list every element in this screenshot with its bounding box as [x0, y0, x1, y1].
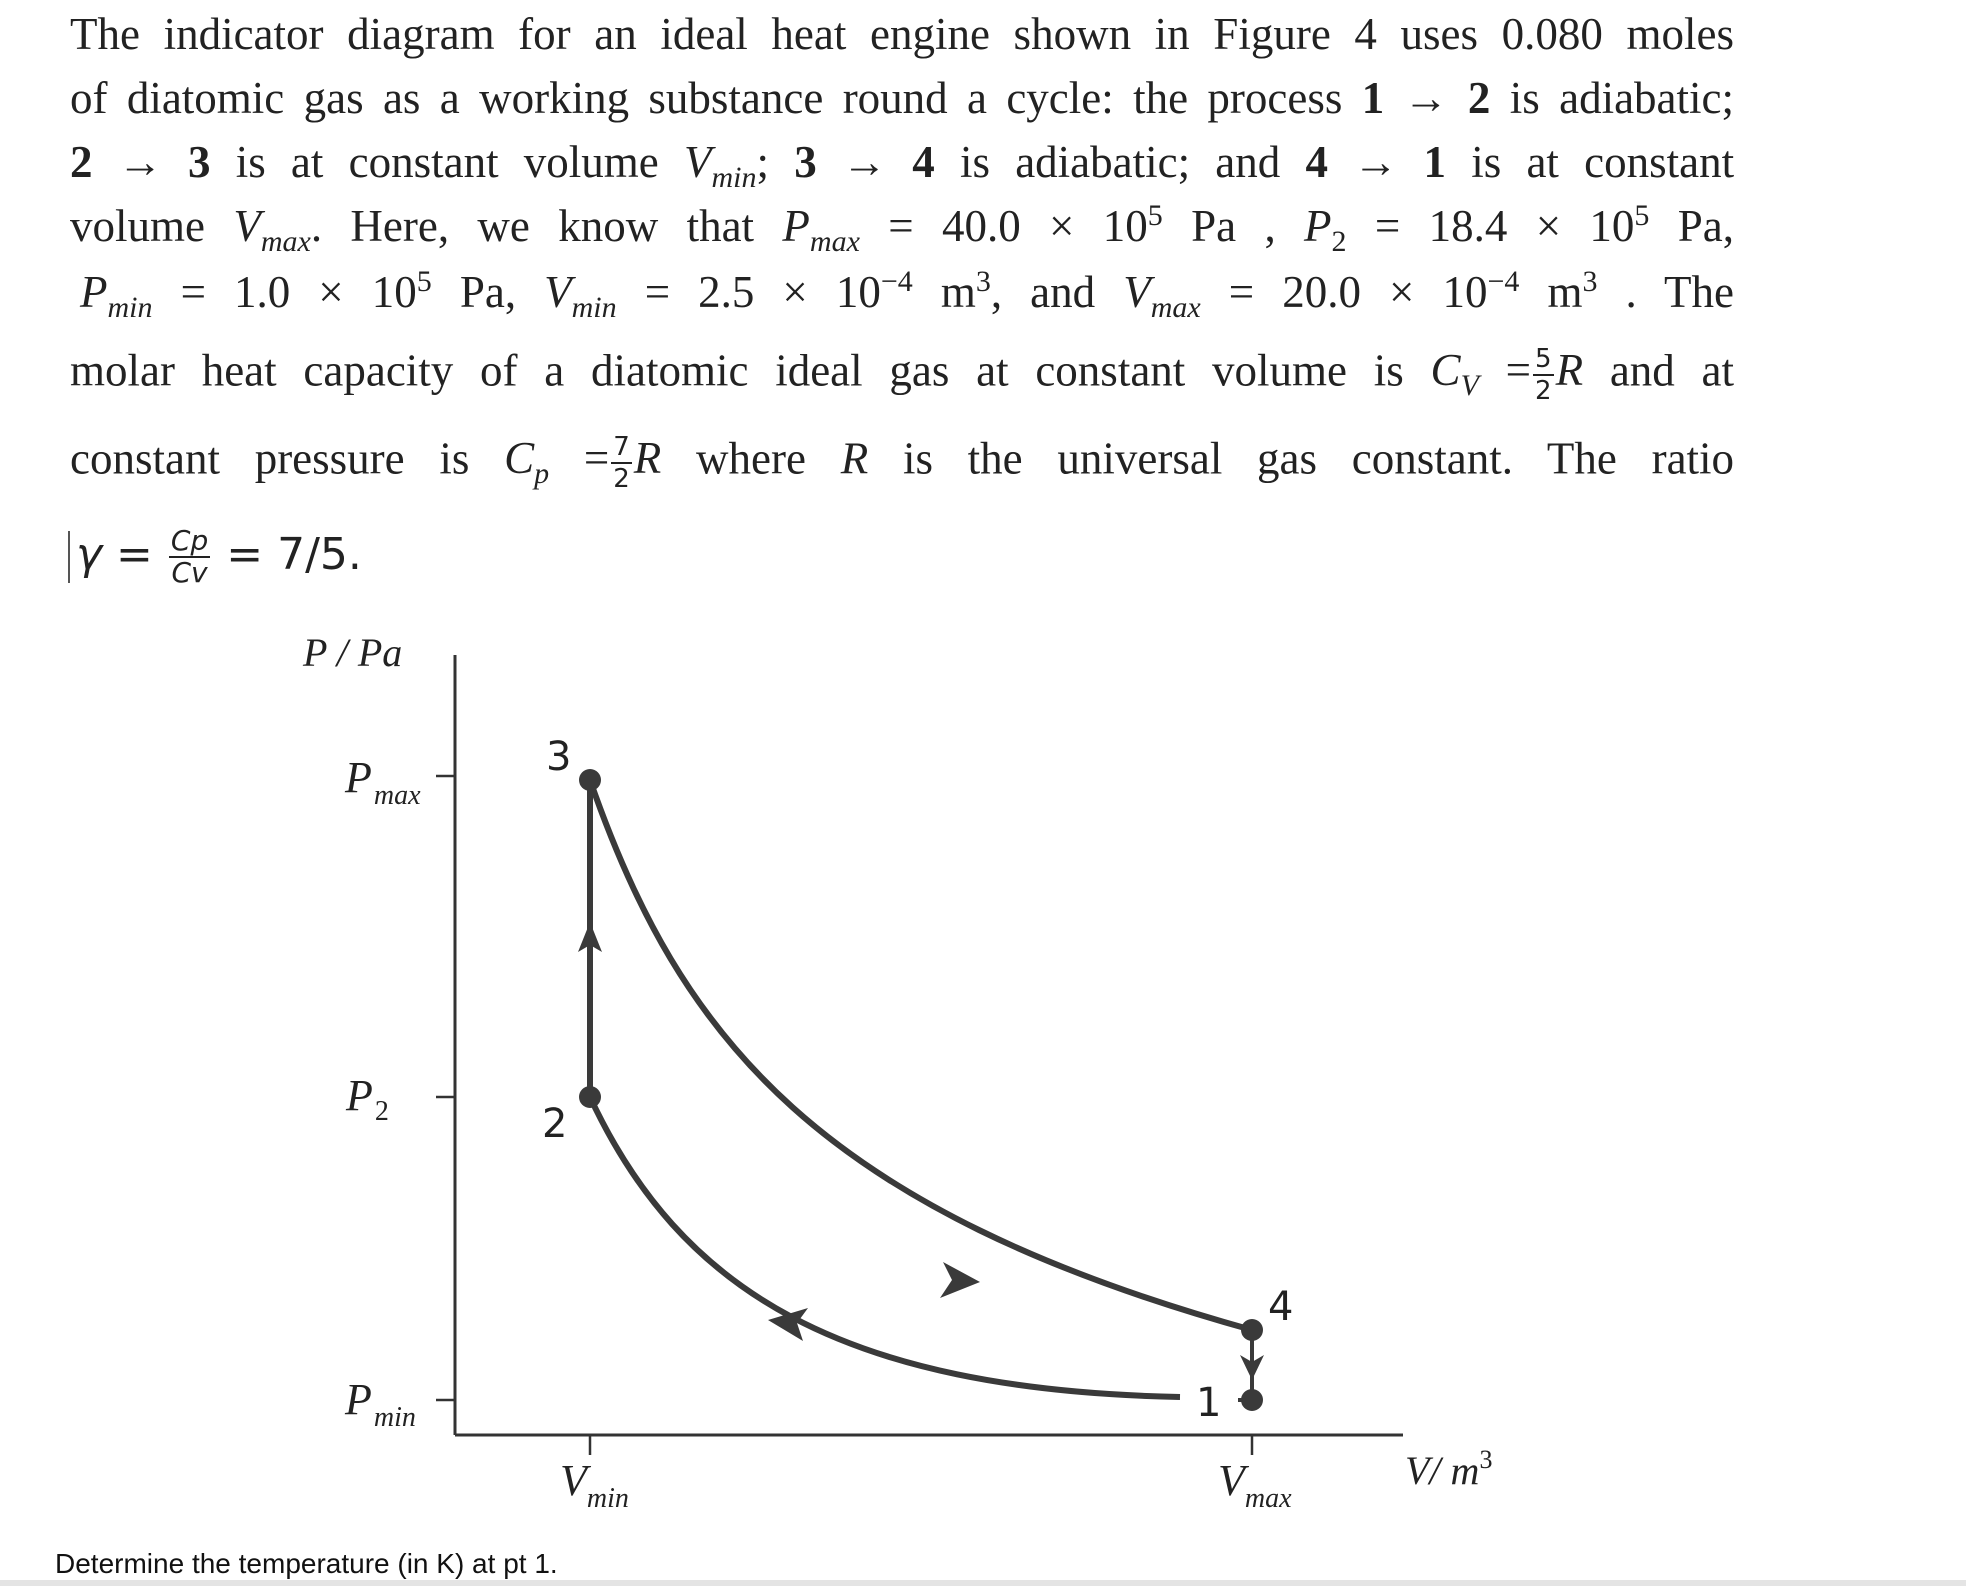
- math-vmin-value: $V_{min} = 2.5 \times 10^{-4}$ $m^3$, and: [544, 265, 1096, 324]
- problem-text: is at constant volume: [235, 137, 659, 187]
- math-vmin: $V_{min}$;: [684, 137, 770, 194]
- y-axis-label: P / Pa: [303, 630, 403, 675]
- math-vmax-value: $V_{max} = 20.0 \times 10^{-4}$ $m^3$ .: [1123, 265, 1637, 324]
- point-label-4: 4: [1268, 1284, 1294, 1330]
- adiabat-3-4: [590, 780, 1252, 1330]
- label-vmin: $V_{min}$: [560, 1456, 629, 1514]
- math-p2: $P_2 = 18.4 \times 10^5$ Pa,: [1304, 199, 1735, 258]
- process-label: 2 → 3: [70, 137, 211, 187]
- problem-text: where: [696, 433, 806, 484]
- math-pmin: $P_{min} = 1.0 \times 10^5$ Pa,: [80, 265, 517, 324]
- math-vmax: $V_{max}$: [233, 201, 311, 258]
- process-label: 1 → 2: [1361, 73, 1491, 123]
- state-point-4: [1241, 1319, 1263, 1341]
- problem-text: The: [1664, 267, 1734, 317]
- math-pmax: $P_{max} = 40.0 \times 10^5$ Pa ,: [782, 199, 1276, 258]
- adiabat-1-2: [590, 1097, 1180, 1397]
- problem-text: is adiabatic; and: [959, 137, 1281, 187]
- math-r: R: [840, 433, 869, 484]
- bottom-divider: [0, 1580, 1966, 1586]
- problem-text: is at constant: [1471, 137, 1735, 187]
- gamma-value: = 7/5.: [226, 529, 362, 580]
- state-point-3: [579, 769, 601, 791]
- label-p2: $P_2$: [346, 1071, 389, 1127]
- problem-text: molar heat capacity of a diatomic ideal gas at constant volume is: [70, 345, 1404, 396]
- arrow-right-icon: [940, 1262, 980, 1298]
- math-cv: $C_V$ = $\frac{5}{2}$ R: [1430, 344, 1584, 406]
- label-pmax: $P_{max}$: [345, 753, 421, 811]
- question-text: Determine the temperature (in K) at pt 1.: [55, 1548, 558, 1579]
- state-point-2: [579, 1086, 601, 1108]
- problem-text: The indicator diagram for an ideal heat engine shown in Figure 4 uses 0.080 moles: [70, 9, 1734, 59]
- problem-text: and at: [1609, 345, 1735, 396]
- problem-text: volume: [70, 201, 205, 251]
- process-label: 4 → 1: [1305, 137, 1446, 187]
- problem-text: is the universal gas constant.: [902, 433, 1513, 484]
- state-point-1: [1241, 1389, 1263, 1411]
- gamma-symbol: γ =: [76, 529, 153, 580]
- point-label-1: 1: [1196, 1380, 1222, 1426]
- problem-text: is adiabatic;: [1509, 73, 1735, 123]
- problem-text: The ratio: [1546, 433, 1735, 484]
- point-label-2: 2: [542, 1101, 568, 1147]
- problem-text: constant pressure is: [70, 433, 470, 484]
- problem-text: . Here, we know that: [310, 201, 755, 251]
- gamma-ratio: γ = $\frac{Cp}{Cv}$ = 7/5.: [68, 526, 362, 588]
- label-pmin: $P_{min}$: [345, 1375, 416, 1433]
- problem-text: of diatomic gas as a working substance round a cycle: the process: [70, 73, 1343, 123]
- math-cp: $C_p$ = $\frac{7}{2}$ R: [504, 432, 662, 494]
- x-axis-label: V/ $m^3$: [1405, 1445, 1493, 1493]
- process-label: 3 → 4: [794, 137, 935, 187]
- point-label-3: 3: [546, 734, 572, 780]
- label-vmax: $V_{max}$: [1218, 1456, 1292, 1514]
